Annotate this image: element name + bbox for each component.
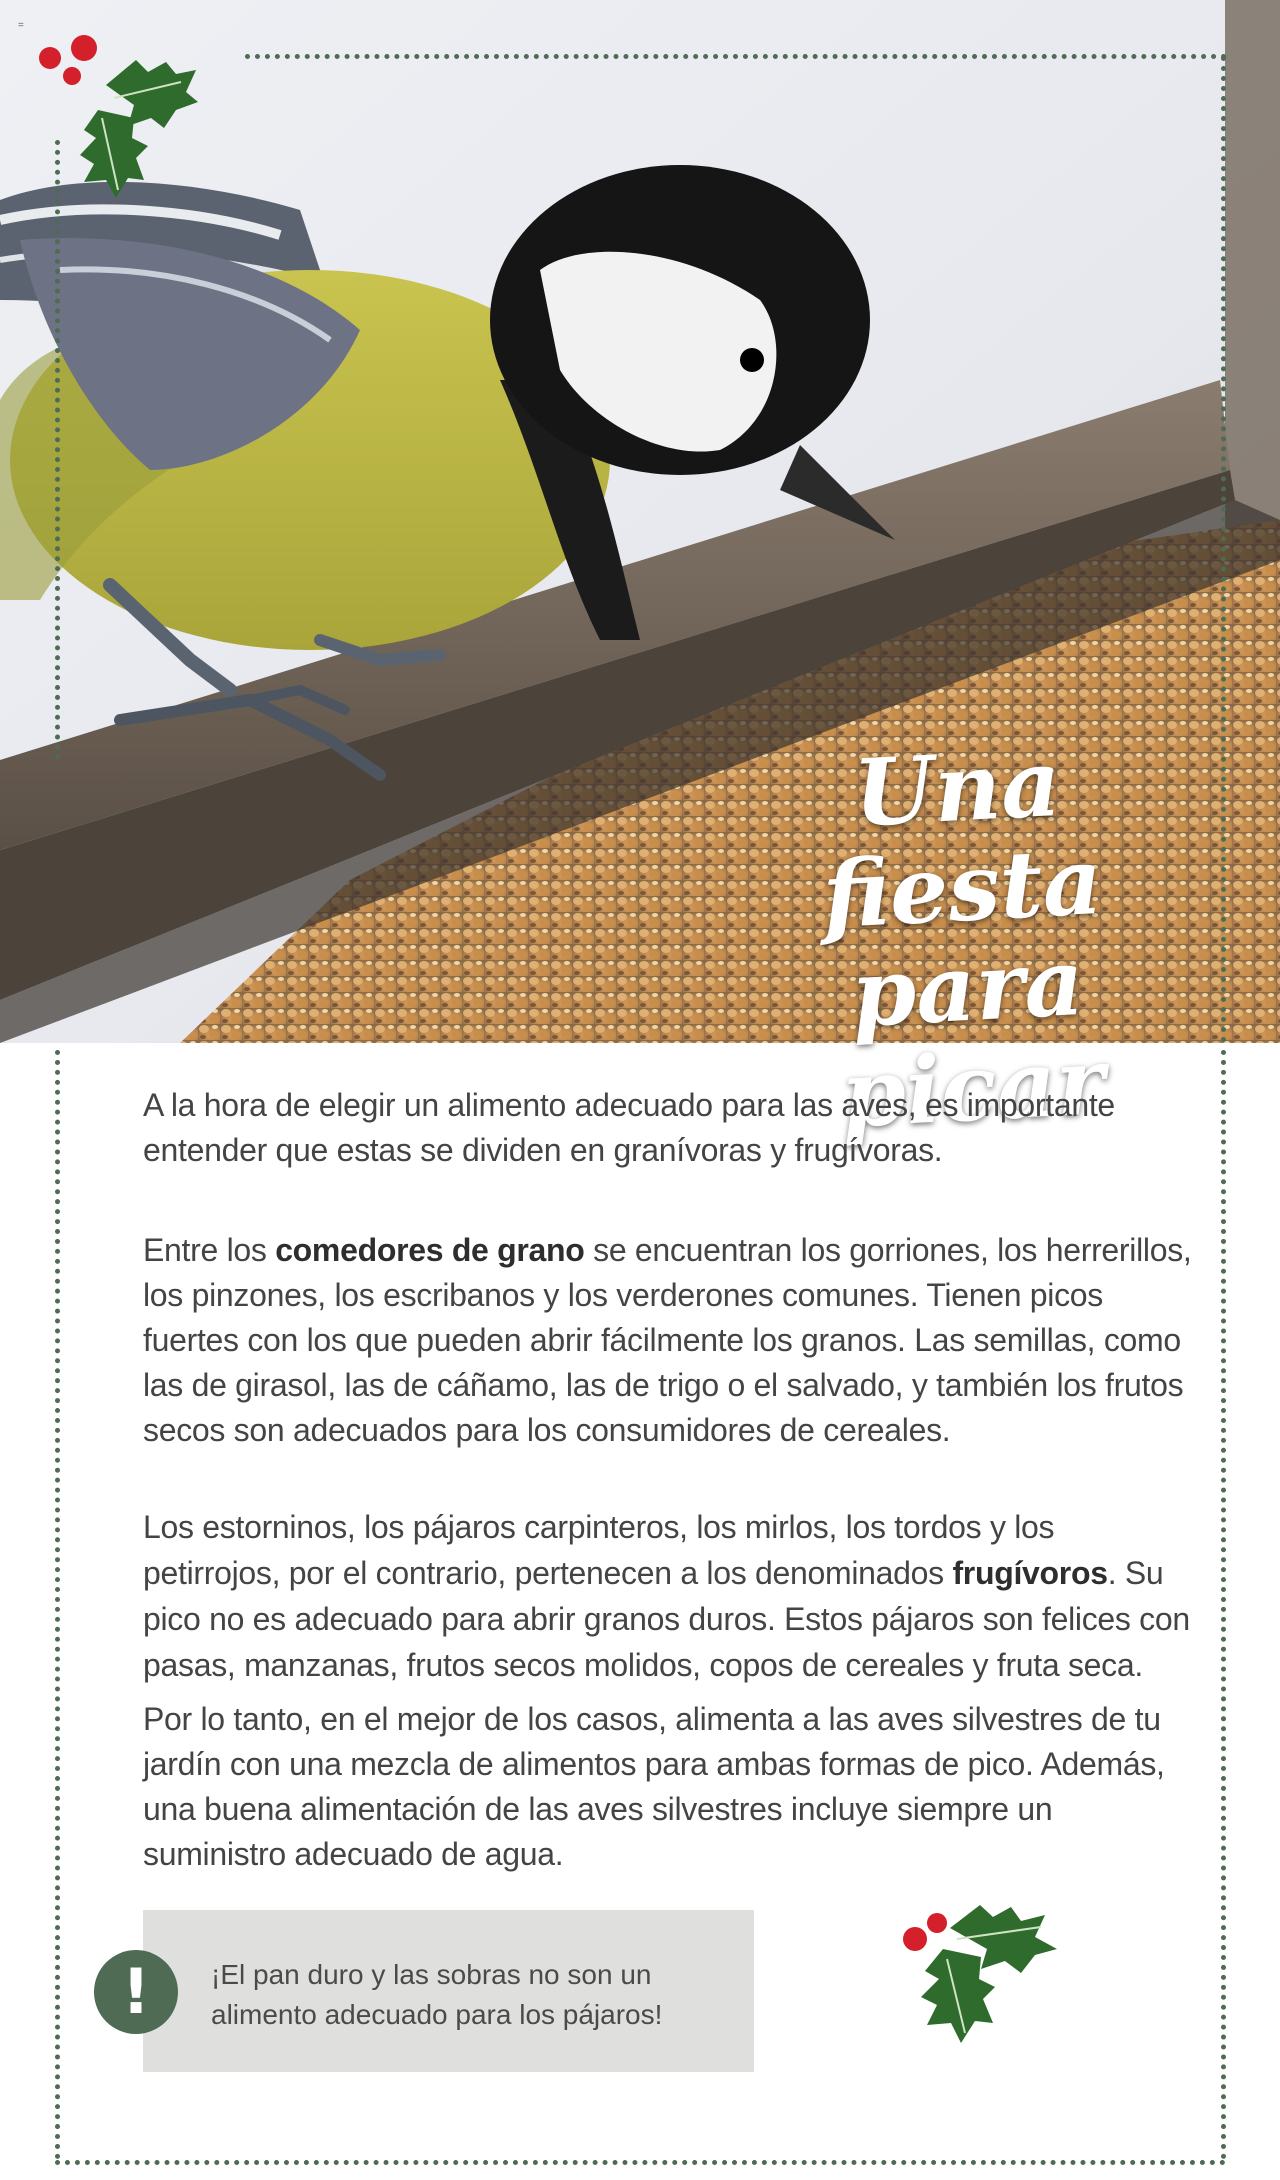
frame-top-dotted [245, 54, 1227, 59]
frame-right-lower-dotted [1221, 1050, 1226, 2160]
title-line-1: Una fiesta [820, 728, 1105, 950]
p3-bold-term: frugívoros [952, 1555, 1108, 1591]
paragraph-recommendation: Por lo tanto, en el mejor de los casos, alimenta a las aves silvestres de tu jardín con una mezcla de alimentos para ambas formas de pico. Además, una buena alimentación de las aves silvestres incluye siempre un suministro adecuado de agua. [143, 1701, 1165, 1872]
title-line-2: para picar [838, 927, 1108, 1149]
holly-icon [36, 30, 206, 210]
corner-mark: = [18, 20, 24, 31]
frame-right-upper-dotted [1221, 56, 1226, 1043]
frame-left-lower-dotted [55, 1050, 60, 2160]
frame-left-upper-dotted [55, 140, 60, 760]
p2-text-end: se encuentran los gorriones, los herrerillos, los pinzones, los escribanos y los verderones comunes. Tienen picos fuertes con los que pueden abrir fácilmente los granos. Las semillas, como las de girasol, las de cáñamo, las de trigo o el salvado, y también los frutos secos son adecuados para los consumidores de cereales. [143, 1232, 1192, 1448]
p2-text-start: Entre los [143, 1232, 276, 1268]
frame-bottom-dotted [55, 2160, 1226, 2165]
p3-text-start: Los estorninos, los pájaros carpinteros, los mirlos, los tordos y los petirrojos, por el contrario, pertenecen a los denominados [143, 1509, 1055, 1591]
p3-text-end: . Su pico no es adecuado para abrir granos duros. Estos pájaros son felices con pasas, manzanas, frutos secos molidos, copos de cereales y fruta seca. [143, 1555, 1190, 1683]
paragraph-frugivores [143, 1504, 1193, 1688]
paragraph-intro: A la hora de elegir un alimento adecuado para las aves, es importante entender que estas se dividen en granívoras y frugívoras. [143, 1087, 1115, 1168]
exclamation-icon: ! [94, 1950, 178, 2034]
warning-note-box [143, 1910, 754, 2072]
holly-icon-bottom [895, 1893, 1075, 2063]
paragraph-granivores [143, 1228, 1193, 1453]
warning-note-text: ¡El pan duro y las sobras no son un alimento adecuado para los pájaros! [211, 1959, 663, 2030]
p2-bold-term: comedores de grano [275, 1232, 585, 1268]
